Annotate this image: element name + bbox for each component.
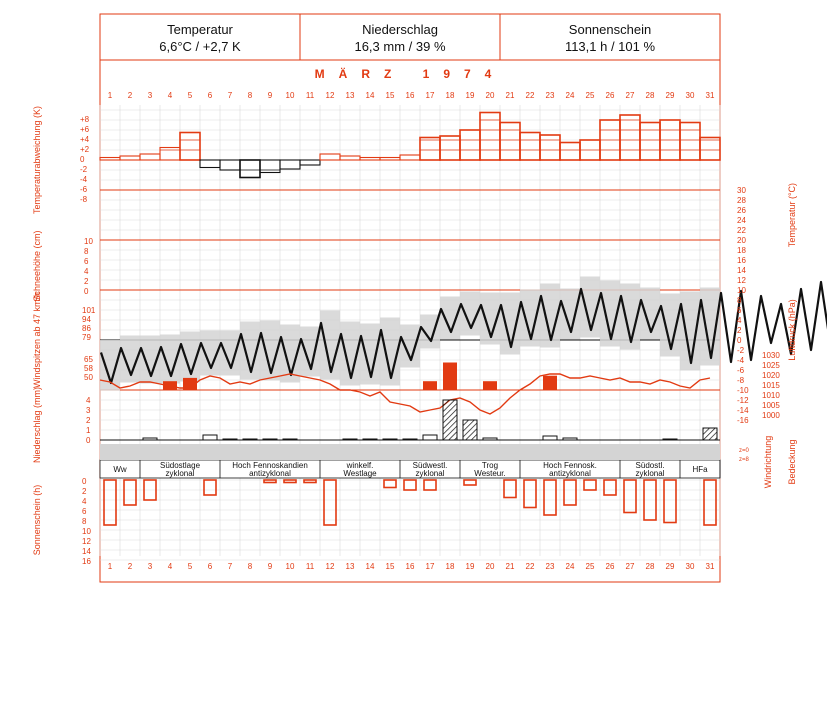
day-label-bottom: 30 [685, 562, 695, 571]
precipitation-bar [703, 428, 717, 440]
temperature-tick: 14 [737, 266, 746, 275]
day-label-top: 7 [227, 91, 233, 100]
precipitation-bar [203, 435, 217, 440]
precip-tick: 2 [86, 416, 91, 425]
weather-type-label: Hoch Fennosk. [543, 461, 597, 470]
snow-tick: 10 [84, 237, 93, 246]
day-label-top: 19 [465, 91, 475, 100]
sunshine-bar [504, 480, 516, 498]
cloud-cover-bar [560, 444, 580, 460]
day-label-bottom: 23 [545, 562, 555, 571]
anomaly-bar [280, 160, 300, 169]
day-label-top: 26 [605, 91, 615, 100]
wind-tick: 94 [82, 315, 91, 324]
precipitation-bar [443, 400, 457, 440]
precipitation-bar [143, 438, 157, 440]
temperature-tick: 4 [737, 316, 742, 325]
day-label-top: 21 [505, 91, 515, 100]
anomaly-bar [200, 160, 220, 168]
sunshine-tick: 16 [82, 557, 91, 566]
day-label-bottom: 25 [585, 562, 595, 571]
weather-type-label: Südwestl. [412, 461, 448, 470]
temperature-tick: 8 [737, 296, 742, 305]
precip-tick: 4 [86, 396, 91, 405]
snow-axis-label: Schneehöhe (cm) [32, 230, 42, 302]
cloud-cover-bar [540, 444, 560, 460]
day-label-top: 17 [425, 91, 435, 100]
cloud-tick: z=0 [739, 448, 749, 454]
precipitation-bar [363, 439, 377, 440]
wind-gust-bar [483, 381, 497, 390]
day-label-top: 10 [285, 91, 295, 100]
sunshine-axis-label: Sonnenschein (h) [32, 484, 42, 556]
cloud-cover-bar [640, 444, 660, 460]
pressure-axis-label: Luftdruck (hPa) [787, 299, 797, 361]
cloud-cover-bar [280, 444, 300, 460]
day-label-top: 15 [385, 91, 395, 100]
sunshine-bar [624, 480, 636, 513]
wind-gust-bar [443, 363, 457, 391]
day-label-bottom: 22 [525, 562, 535, 571]
precipitation-bar [343, 439, 357, 440]
wind-tick: 58 [84, 364, 93, 373]
day-label-top: 4 [167, 91, 173, 100]
sunshine-bar [464, 480, 476, 485]
sunshine-bar [424, 480, 436, 490]
temperature-tick: -2 [737, 346, 745, 355]
sunshine-tick: 14 [82, 547, 91, 556]
day-label-top: 3 [147, 91, 153, 100]
sunshine-bar [384, 480, 396, 488]
cloud-cover-bar [420, 444, 440, 460]
day-label-bottom: 11 [305, 562, 315, 571]
weather-type-label: antizyklonal [549, 469, 591, 478]
day-label-bottom: 9 [267, 562, 273, 571]
day-label-bottom: 8 [247, 562, 253, 571]
wind-tick: 50 [84, 373, 93, 382]
day-label-bottom: 7 [227, 562, 233, 571]
snow-tick: 2 [84, 277, 89, 286]
cloud-cover-bar [320, 444, 340, 460]
precip-tick: 0 [86, 436, 91, 445]
day-label-bottom: 20 [485, 562, 495, 571]
cloud-cover-bar [240, 444, 260, 460]
temperature-tick: -8 [737, 376, 745, 385]
weather-type-label: zyklonal [635, 469, 665, 478]
temperature-tick: 24 [737, 216, 746, 225]
day-label-bottom: 1 [107, 562, 113, 571]
cloud-cover-bar [340, 444, 360, 460]
precipitation-bar [423, 435, 437, 440]
temperature-tick: -6 [737, 366, 745, 375]
cloud-cover-bar [580, 444, 600, 460]
anomaly-bar [240, 160, 260, 178]
cloud-cover-axis-label: Bedeckung [787, 439, 797, 485]
anomaly-bar [620, 115, 640, 160]
day-label-bottom: 14 [365, 562, 375, 571]
wind-gust-bar [543, 376, 557, 390]
day-label-bottom: 12 [325, 562, 335, 571]
anomaly-bar [560, 143, 580, 161]
temperature-tick: 28 [737, 196, 746, 205]
pressure-tick: 1005 [762, 401, 780, 410]
anomaly-bar [120, 156, 140, 160]
header-sunshine [500, 14, 720, 60]
temperature-tick: 0 [737, 336, 742, 345]
weather-type-label: Südostl. [635, 461, 665, 470]
precip-tick: 1 [86, 426, 91, 435]
cloud-cover-bar [380, 444, 400, 460]
cloud-cover-bar [140, 444, 160, 460]
cloud-cover-bar [620, 444, 640, 460]
day-label-top: 12 [325, 91, 335, 100]
anomaly-bar [260, 160, 280, 173]
day-label-top: 8 [247, 91, 253, 100]
pressure-tick: 1025 [762, 361, 780, 370]
day-label-bottom: 15 [385, 562, 395, 571]
cloud-cover-bar [480, 444, 500, 460]
sunshine-tick: 4 [82, 497, 87, 506]
temperature-anomaly-axis-label: Temperaturabweichung (K) [32, 105, 42, 215]
anomaly-bar [180, 133, 200, 161]
wind-direction-axis-label: Windrichtung [763, 435, 773, 489]
day-label-bottom: 28 [645, 562, 655, 571]
precipitation-bar [563, 438, 577, 440]
sunshine-bar [304, 480, 316, 483]
cloud-cover-bar [500, 444, 520, 460]
anomaly-bar [540, 135, 560, 160]
day-label-top: 16 [405, 91, 415, 100]
wind-gust-bar [183, 378, 197, 390]
wind-gust-bar [163, 381, 177, 390]
sunshine-bar [264, 480, 276, 483]
precipitation-bar [403, 439, 417, 440]
day-label-bottom: 6 [207, 562, 213, 571]
day-label-bottom: 31 [705, 562, 715, 571]
precipitation-bar [223, 439, 237, 440]
anomaly-bar [680, 123, 700, 161]
weather-type-label: Südostlage [159, 461, 201, 470]
sunshine-bar [564, 480, 576, 505]
wind-tick: 79 [82, 333, 91, 342]
snow-tick: 0 [84, 287, 89, 296]
sunshine-tick: 12 [82, 537, 91, 546]
day-label-top: 25 [585, 91, 595, 100]
cloud-cover-bar [100, 444, 120, 460]
anomaly-bar [360, 158, 380, 161]
weather-type-label: Ww [113, 465, 127, 474]
day-label-bottom: 24 [565, 562, 575, 571]
sunshine-tick: 6 [82, 507, 87, 516]
temperature-range-band [400, 325, 420, 368]
snow-tick: 6 [84, 257, 89, 266]
wind-tick: 86 [82, 324, 91, 333]
snow-tick: 8 [84, 247, 89, 256]
day-label-top: 14 [365, 91, 375, 100]
sunshine-bar [324, 480, 336, 525]
temperature-tick: 22 [737, 226, 746, 235]
anomaly-bar [500, 123, 520, 161]
cloud-cover-bar [260, 444, 280, 460]
sunshine-bar [524, 480, 536, 508]
cloud-cover-bar [160, 444, 180, 460]
day-label-top: 9 [267, 91, 273, 100]
header-sunshine-title: Sonnenschein [568, 22, 652, 37]
weather-type-label: HFa [692, 465, 708, 474]
day-label-bottom: 5 [187, 562, 193, 571]
weather-type-label: zyklonal [415, 469, 445, 478]
temperature-tick: 12 [737, 276, 746, 285]
day-label-bottom: 16 [405, 562, 415, 571]
day-label-bottom: 4 [167, 562, 173, 571]
cloud-cover-bar [440, 444, 460, 460]
day-label-top: 27 [625, 91, 635, 100]
day-label-top: 18 [445, 91, 455, 100]
header-temperature-value: 6,6°C / +2,7 K [159, 39, 241, 54]
anomaly-bar [520, 133, 540, 161]
day-label-top: 24 [565, 91, 575, 100]
precipitation-bar [483, 438, 497, 440]
day-label-top: 2 [127, 91, 133, 100]
cloud-cover-bar [180, 444, 200, 460]
cloud-cover-bar [400, 444, 420, 460]
cloud-cover-bar [600, 444, 620, 460]
anomaly-bar [400, 155, 420, 160]
temperature-tick: 16 [737, 256, 746, 265]
weather-type-label: Westlage [343, 469, 377, 478]
header-precipitation-title: Niederschlag [362, 22, 438, 37]
anomaly-bar [480, 113, 500, 161]
day-label-top: 23 [545, 91, 555, 100]
anomaly-tick: 0 [80, 155, 85, 164]
day-label-bottom: 2 [127, 562, 133, 571]
day-label-bottom: 19 [465, 562, 475, 571]
header-sunshine-value: 113,1 h / 101 % [564, 39, 656, 54]
day-label-bottom: 10 [285, 562, 295, 571]
temperature-tick: 6 [737, 306, 742, 315]
precipitation-bar [663, 439, 677, 440]
day-label-top: 11 [305, 91, 315, 100]
cloud-cover-bar [360, 444, 380, 460]
precipitation-bar [243, 439, 257, 440]
temperature-tick: -16 [737, 416, 749, 425]
temperature-tick: -12 [737, 396, 749, 405]
temperature-tick: 2 [737, 326, 742, 335]
temperature-tick: 30 [737, 186, 746, 195]
anomaly-tick: +6 [80, 125, 90, 134]
wind-tick: 101 [82, 306, 96, 315]
day-label-bottom: 17 [425, 562, 435, 571]
day-label-bottom: 27 [625, 562, 635, 571]
day-label-bottom: 13 [345, 562, 355, 571]
day-label-bottom: 3 [147, 562, 153, 571]
sunshine-tick: 0 [82, 477, 87, 486]
header-precipitation-value: 16,3 mm / 39 % [354, 39, 446, 54]
sunshine-tick: 8 [82, 517, 87, 526]
month-title: MÄRZ 1974 [314, 67, 506, 81]
cloud-cover-bar [660, 444, 680, 460]
day-label-bottom: 29 [665, 562, 675, 571]
precipitation-axis-label: Niederschlag (mm) [32, 386, 42, 464]
anomaly-bar [300, 160, 320, 165]
wind-axis-label: Windspitzen ab 47 km/h [32, 291, 42, 389]
anomaly-bar [420, 138, 440, 161]
day-label-bottom: 21 [505, 562, 515, 571]
sunshine-bar [604, 480, 616, 495]
sunshine-bar [404, 480, 416, 490]
temperature-tick: 10 [737, 286, 746, 295]
temperature-tick: -4 [737, 356, 745, 365]
precipitation-bar [283, 439, 297, 440]
cloud-cover-bar [460, 444, 480, 460]
day-label-bottom: 26 [605, 562, 615, 571]
day-label-top: 6 [207, 91, 213, 100]
cloud-cover-bar [120, 444, 140, 460]
anomaly-bar [380, 158, 400, 161]
anomaly-tick: +8 [80, 115, 90, 124]
pressure-tick: 1030 [762, 351, 780, 360]
temperature-axis-label: Temperatur (°C) [787, 182, 797, 248]
day-label-top: 20 [485, 91, 495, 100]
anomaly-bar [160, 148, 180, 161]
day-label-top: 1 [107, 91, 113, 100]
weather-type-label: Hoch Fennoskandien [232, 461, 308, 470]
cloud-cover-bar [520, 444, 540, 460]
pressure-tick: 1000 [762, 411, 780, 420]
cloud-tick: z=8 [739, 457, 749, 463]
anomaly-bar [460, 130, 480, 160]
cloud-cover-bar [700, 444, 720, 460]
day-label-top: 30 [685, 91, 695, 100]
header-temperature-title: Temperatur [167, 22, 233, 37]
header-temperature [100, 14, 300, 60]
anomaly-bar [440, 136, 460, 160]
weather-type-label: Trog [481, 461, 499, 470]
header-precipitation [300, 14, 500, 60]
day-label-top: 28 [645, 91, 655, 100]
cloud-cover-bar [200, 444, 220, 460]
anomaly-bar [140, 154, 160, 160]
anomaly-bar [700, 138, 720, 161]
sunshine-bar [204, 480, 216, 495]
precipitation-bar [543, 436, 557, 440]
temperature-range-band [220, 331, 240, 376]
weather-type-label: winkelf. [346, 461, 374, 470]
day-label-top: 29 [665, 91, 675, 100]
anomaly-tick: +2 [80, 145, 90, 154]
temperature-tick: -10 [737, 386, 749, 395]
day-label-bottom: 18 [445, 562, 455, 571]
temperature-tick: -14 [737, 406, 749, 415]
sunshine-bar [664, 480, 676, 523]
sunshine-tick: 10 [82, 527, 91, 536]
pressure-tick: 1010 [762, 391, 780, 400]
day-label-top: 22 [525, 91, 535, 100]
anomaly-bar [220, 160, 240, 170]
anomaly-bar [640, 123, 660, 161]
precipitation-bar [263, 439, 277, 440]
anomaly-bar [320, 154, 340, 160]
day-label-top: 31 [705, 91, 715, 100]
snow-tick: 4 [84, 267, 89, 276]
anomaly-tick: -4 [80, 175, 88, 184]
precipitation-bar [463, 420, 477, 440]
temperature-tick: 18 [737, 246, 746, 255]
anomaly-bar [340, 156, 360, 160]
wind-tick: 65 [84, 355, 93, 364]
cloud-cover-bar [680, 444, 700, 460]
weather-type-label: antizyklonal [249, 469, 291, 478]
pressure-tick: 1020 [762, 371, 780, 380]
sunshine-bar [124, 480, 136, 505]
anomaly-tick: -8 [80, 195, 88, 204]
cloud-cover-bar [220, 444, 240, 460]
temperature-tick: 26 [737, 206, 746, 215]
anomaly-tick: -2 [80, 165, 88, 174]
sunshine-bar [584, 480, 596, 490]
weather-type-label: zyklonal [165, 469, 195, 478]
day-label-top: 13 [345, 91, 355, 100]
temperature-tick: 20 [737, 236, 746, 245]
day-label-top: 5 [187, 91, 193, 100]
cloud-cover-bar [300, 444, 320, 460]
sunshine-bar [104, 480, 116, 525]
anomaly-tick: -6 [80, 185, 88, 194]
wind-gust-bar [423, 381, 437, 390]
anomaly-bar [100, 158, 120, 161]
sunshine-bar [284, 480, 296, 483]
sunshine-bar [704, 480, 716, 525]
weather-type-label: Westeur. [474, 469, 506, 478]
precipitation-bar [383, 439, 397, 440]
anomaly-tick: +4 [80, 135, 90, 144]
pressure-tick: 1015 [762, 381, 780, 390]
sunshine-tick: 2 [82, 487, 87, 496]
precip-tick: 3 [86, 406, 91, 415]
